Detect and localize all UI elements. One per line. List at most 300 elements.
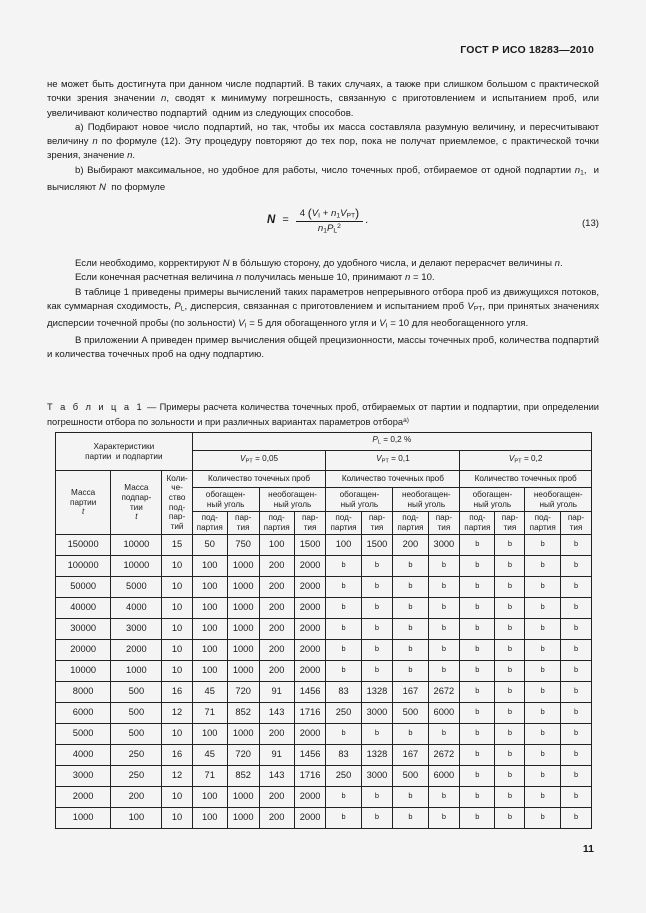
footnote-mark-b: b — [408, 665, 413, 675]
cell-increments-4 — [326, 661, 361, 682]
footnote-mark-b: b — [540, 560, 545, 570]
footnote-mark-b: b — [341, 581, 346, 591]
table-row — [56, 724, 592, 745]
cell-increments-2: 143 — [259, 766, 294, 787]
formula-fraction — [296, 206, 363, 235]
cell-increments-2: 200 — [259, 724, 294, 745]
footnote-mark-b: b — [441, 812, 446, 822]
footnote-mark-b: b — [441, 728, 446, 738]
footnote-mark-b: b — [341, 728, 346, 738]
cell-increments-8 — [460, 724, 495, 745]
cell-mass-sublot: 100 — [111, 808, 162, 829]
cell-increments-10 — [525, 703, 561, 724]
header-coal-washed-0: обогащен- ный уголь — [192, 488, 259, 512]
footnote-mark-b: b — [341, 560, 346, 570]
footnote-mark-b: b — [573, 539, 579, 549]
footnote-mark-b: b — [475, 791, 480, 801]
footnote-mark-b: b — [507, 581, 512, 591]
cell-increments-11 — [561, 661, 592, 682]
cell-increments-4: 250 — [326, 703, 361, 724]
cell-increments-10 — [525, 682, 561, 703]
table-row — [56, 766, 592, 787]
footnote-mark-b: b — [507, 560, 512, 570]
footnote-mark-b: b — [475, 707, 480, 717]
table-row — [56, 598, 592, 619]
cell-increments-9 — [495, 787, 525, 808]
cell-mass-sublot: 10000 — [111, 556, 162, 577]
footnote-mark-b: b — [540, 644, 545, 654]
paragraph-minimum-n: Если конечная расчетная величина n получилась меньше 10, принимают n = 10. — [75, 272, 435, 284]
cell-increments-5 — [361, 661, 393, 682]
table-row — [56, 640, 592, 661]
cell-increments-8 — [460, 556, 495, 577]
footnote-mark-b: b — [475, 749, 480, 759]
cell-increments-11 — [561, 808, 592, 829]
table-row — [56, 535, 592, 556]
page-number: 11 — [582, 843, 594, 855]
footnote-mark-b: b — [408, 812, 413, 822]
footnote-mark-b: b — [475, 728, 480, 738]
cell-increments-3: 1716 — [294, 703, 326, 724]
footnote-mark-b: b — [507, 749, 512, 759]
footnote-mark-b: b — [408, 791, 413, 801]
cell-increments-6 — [393, 640, 428, 661]
cell-increments-3: 2000 — [294, 577, 326, 598]
cell-increments-7: 2672 — [428, 745, 460, 766]
footnote-mark-b: b — [573, 644, 579, 654]
header-precision-group: $P_L = 0,2$ % — [192, 433, 591, 451]
cell-increments-9 — [495, 535, 525, 556]
paragraph-method-a: a) Подбирают новое число подпартий, но так, чтобы их масса составляла разумную величину, и пересчитывают величину n по формуле (12). Эту процедуру повторяют до тех пор, пока не получат приемлемое, с практической точки зрения, значение n. — [47, 121, 599, 162]
table-row — [56, 556, 592, 577]
cell-increments-3: 2000 — [294, 640, 326, 661]
formula-number: (13) — [581, 218, 599, 229]
cell-increments-0: 71 — [192, 703, 227, 724]
cell-increments-1: 1000 — [227, 619, 259, 640]
cell-mass-lot: 1000 — [56, 808, 111, 829]
header-sub-lot-4: пар- тия — [495, 512, 525, 535]
footnote-mark-b: b — [441, 581, 446, 591]
cell-increments-8 — [460, 703, 495, 724]
footnote-mark-b: b — [540, 770, 545, 780]
cell-increments-7 — [428, 661, 460, 682]
cell-increments-0: 45 — [192, 682, 227, 703]
cell-number-of-sublots: 10 — [162, 640, 192, 661]
cell-number-of-sublots: 10 — [162, 577, 192, 598]
cell-increments-1: 1000 — [227, 598, 259, 619]
cell-increments-10 — [525, 724, 561, 745]
footnote-mark-b: b — [540, 707, 545, 717]
cell-increments-9 — [495, 556, 525, 577]
cell-increments-7 — [428, 577, 460, 598]
cell-increments-2: 200 — [259, 619, 294, 640]
cell-increments-7: 6000 — [428, 703, 460, 724]
cell-increments-1: 1000 — [227, 640, 259, 661]
cell-increments-6 — [393, 619, 428, 640]
sampling-parameters-table — [55, 432, 592, 829]
footnote-mark-b: b — [540, 539, 545, 549]
cell-increments-0: 50 — [192, 535, 227, 556]
cell-increments-4 — [326, 556, 361, 577]
cell-number-of-sublots: 10 — [162, 661, 192, 682]
footnote-mark-b: b — [507, 686, 512, 696]
header-sub-sublot-4: под- партия — [460, 512, 495, 535]
paragraph-annex-reference: В приложении А приведен пример вычисления общей прецизионности, массы точечных проб, количества подпартий и количества точечных проб на одну подпартию. — [47, 334, 599, 361]
table-caption-footnote-mark: a) — [403, 417, 409, 424]
cell-number-of-sublots: 12 — [162, 766, 192, 787]
cell-increments-2: 143 — [259, 703, 294, 724]
cell-mass-sublot: 500 — [111, 682, 162, 703]
footnote-mark-b: b — [374, 602, 380, 612]
cell-increments-3: 2000 — [294, 556, 326, 577]
header-sub-lot-5: пар- тия — [561, 512, 592, 535]
header-coal-unwashed-1: необогащен- ный уголь — [393, 488, 460, 512]
footnote-mark-b: b — [507, 644, 512, 654]
footnote-mark-b: b — [374, 812, 380, 822]
cell-increments-9 — [495, 640, 525, 661]
cell-increments-5 — [361, 808, 393, 829]
cell-increments-7: 3000 — [428, 535, 460, 556]
footnote-mark-b: b — [374, 728, 380, 738]
cell-mass-sublot: 250 — [111, 745, 162, 766]
footnote-mark-b: b — [341, 791, 346, 801]
header-sub-sublot-1: под- партия — [259, 512, 294, 535]
footnote-mark-b: b — [475, 539, 480, 549]
cell-increments-7 — [428, 556, 460, 577]
footnote-mark-b: b — [341, 623, 346, 633]
cell-increments-11 — [561, 745, 592, 766]
cell-number-of-sublots: 16 — [162, 745, 192, 766]
paragraph-table-reference: В таблице 1 приведены примеры вычислений таких параметров непрерывного отбора проб из движущихся потоков, как суммарная сходимость, $P_L$, дисперсия, связанная с приготовлением и испытанием проб $V_{PT}$, при принятых значениях дисперсии точечной пробы (по зольности) $V_I = 5$ для обогащенного угля и $V_I = 10$ для необогащенного угля. — [47, 286, 600, 330]
header-sub-sublot-0: под- партия — [192, 512, 227, 535]
cell-number-of-sublots: 10 — [162, 724, 192, 745]
cell-increments-5: 3000 — [361, 766, 393, 787]
cell-increments-7 — [428, 808, 460, 829]
cell-increments-9 — [495, 766, 525, 787]
cell-increments-6 — [393, 598, 428, 619]
header-characteristics: Характеристики партии и подпартии — [56, 433, 193, 471]
cell-mass-lot: 5000 — [56, 724, 111, 745]
header-sub-sublot-3: под- партия — [393, 512, 428, 535]
cell-increments-3: 1456 — [294, 682, 326, 703]
footnote-mark-b: b — [374, 560, 380, 570]
cell-increments-8 — [460, 808, 495, 829]
cell-increments-11 — [561, 535, 592, 556]
footnote-mark-b: b — [573, 581, 579, 591]
cell-number-of-sublots: 10 — [162, 598, 192, 619]
cell-increments-10 — [525, 808, 561, 829]
cell-increments-4 — [326, 808, 361, 829]
header-sub-lot-0: пар- тия — [227, 512, 259, 535]
cell-increments-7 — [428, 598, 460, 619]
cell-increments-10 — [525, 535, 561, 556]
body-text-block-2 — [47, 257, 599, 362]
cell-mass-lot: 50000 — [56, 577, 111, 598]
footnote-mark-b: b — [441, 791, 446, 801]
footnote-mark-b: b — [507, 728, 512, 738]
footnote-mark-b: b — [507, 791, 512, 801]
header-sub-sublot-5: под- партия — [525, 512, 561, 535]
footnote-mark-b: b — [507, 539, 512, 549]
cell-increments-1: 852 — [227, 703, 259, 724]
cell-mass-sublot: 4000 — [111, 598, 162, 619]
footnote-mark-b: b — [573, 602, 579, 612]
cell-increments-4 — [326, 640, 361, 661]
footnote-mark-b: b — [540, 791, 545, 801]
cell-increments-2: 200 — [259, 661, 294, 682]
cell-increments-2: 200 — [259, 808, 294, 829]
cell-increments-6 — [393, 556, 428, 577]
cell-increments-2: 91 — [259, 682, 294, 703]
cell-increments-9 — [495, 661, 525, 682]
cell-increments-9 — [495, 724, 525, 745]
footnote-mark-b: b — [507, 623, 512, 633]
footnote-mark-b: b — [374, 791, 380, 801]
cell-increments-7 — [428, 724, 460, 745]
cell-increments-4: 83 — [326, 745, 361, 766]
cell-increments-4 — [326, 619, 361, 640]
table-header — [56, 433, 592, 535]
cell-mass-lot: 2000 — [56, 787, 111, 808]
cell-increments-3: 2000 — [294, 808, 326, 829]
cell-number-of-sublots: 12 — [162, 703, 192, 724]
cell-increments-6 — [393, 661, 428, 682]
cell-increments-6 — [393, 787, 428, 808]
cell-number-of-sublots: 10 — [162, 556, 192, 577]
cell-increments-2: 100 — [259, 535, 294, 556]
footnote-mark-b: b — [475, 770, 480, 780]
cell-increments-11 — [561, 787, 592, 808]
cell-increments-9 — [495, 745, 525, 766]
table-row — [56, 619, 592, 640]
footnote-mark-b: b — [475, 581, 480, 591]
cell-increments-5 — [361, 787, 393, 808]
cell-increments-8 — [460, 577, 495, 598]
footnote-mark-b: b — [475, 686, 480, 696]
cell-increments-8 — [460, 745, 495, 766]
footnote-mark-b: b — [475, 602, 480, 612]
header-sub-lot-1: пар- тия — [294, 512, 326, 535]
cell-increments-1: 720 — [227, 682, 259, 703]
cell-mass-lot: 40000 — [56, 598, 111, 619]
cell-increments-4: 100 — [326, 535, 361, 556]
cell-mass-sublot: 1000 — [111, 661, 162, 682]
cell-increments-7 — [428, 619, 460, 640]
cell-mass-sublot: 500 — [111, 724, 162, 745]
cell-increments-1: 750 — [227, 535, 259, 556]
cell-increments-5 — [361, 619, 393, 640]
cell-increments-7 — [428, 640, 460, 661]
cell-increments-4 — [326, 787, 361, 808]
footnote-mark-b: b — [374, 623, 380, 633]
footnote-mark-b: b — [441, 560, 446, 570]
cell-increments-10 — [525, 640, 561, 661]
footnote-mark-b: b — [573, 707, 579, 717]
cell-increments-10 — [525, 619, 561, 640]
footnote-mark-b: b — [540, 686, 545, 696]
cell-increments-3: 1500 — [294, 535, 326, 556]
cell-increments-9 — [495, 598, 525, 619]
formula-13 — [267, 206, 368, 235]
cell-increments-11 — [561, 577, 592, 598]
cell-increments-0: 100 — [192, 598, 227, 619]
cell-increments-1: 1000 — [227, 556, 259, 577]
cell-increments-1: 1000 — [227, 808, 259, 829]
cell-increments-10 — [525, 577, 561, 598]
footnote-mark-b: b — [374, 665, 380, 675]
cell-increments-8 — [460, 619, 495, 640]
cell-mass-lot: 3000 — [56, 766, 111, 787]
cell-increments-2: 200 — [259, 598, 294, 619]
table-caption-label: Т а б л и ц а 1 — [47, 402, 144, 412]
paragraph-method-b: b) Выбирают максимальное, но удобное для работы, число точечных проб, отбираемое от одной подпартии $n_1$, и вычисляют N по формуле — [47, 164, 599, 193]
header-increments-count-0: Количество точечных проб — [192, 471, 326, 488]
cell-increments-5 — [361, 556, 393, 577]
footnote-mark-b: b — [408, 623, 413, 633]
cell-increments-5 — [361, 598, 393, 619]
cell-increments-4 — [326, 577, 361, 598]
footnote-mark-b: b — [441, 644, 446, 654]
footnote-mark-b: b — [540, 812, 545, 822]
footnote-mark-b: b — [475, 623, 480, 633]
header-vpt-group-0: $V_{PT} = 0,05$ — [192, 451, 326, 471]
formula-variable-n: N — [267, 214, 276, 227]
cell-increments-5 — [361, 577, 393, 598]
table-header-row-3 — [56, 471, 592, 488]
cell-increments-5: 3000 — [361, 703, 393, 724]
formula-numerator: 4 $(V_I + n_1V_{PT})$ — [299, 206, 360, 220]
cell-increments-11 — [561, 556, 592, 577]
cell-increments-0: 100 — [192, 619, 227, 640]
cell-increments-11 — [561, 724, 592, 745]
cell-increments-10 — [525, 766, 561, 787]
cell-increments-0: 100 — [192, 661, 227, 682]
cell-increments-2: 200 — [259, 640, 294, 661]
table-caption-dash: — — [147, 402, 157, 412]
footnote-mark-b: b — [341, 665, 346, 675]
cell-mass-lot: 8000 — [56, 682, 111, 703]
cell-increments-6 — [393, 577, 428, 598]
cell-increments-9 — [495, 808, 525, 829]
cell-increments-7 — [428, 787, 460, 808]
footnote-mark-b: b — [408, 560, 413, 570]
formula-13-row — [47, 204, 599, 248]
table-row — [56, 703, 592, 724]
body-text-block-1 — [47, 78, 599, 195]
cell-increments-6: 200 — [393, 535, 428, 556]
footnote-mark-b: b — [540, 602, 545, 612]
header-coal-washed-2: обогащен- ный уголь — [460, 488, 525, 512]
header-mass-sublot: Масса подпар- тии t — [111, 471, 162, 535]
cell-increments-1: 852 — [227, 766, 259, 787]
cell-mass-sublot: 5000 — [111, 577, 162, 598]
cell-increments-11 — [561, 619, 592, 640]
cell-increments-10 — [525, 661, 561, 682]
footnote-mark-b: b — [540, 623, 545, 633]
footnote-mark-b: b — [507, 707, 512, 717]
cell-increments-5: 1500 — [361, 535, 393, 556]
footnote-mark-b: b — [540, 581, 545, 591]
cell-increments-2: 91 — [259, 745, 294, 766]
footnote-mark-b: b — [475, 560, 480, 570]
cell-increments-8 — [460, 598, 495, 619]
cell-increments-5 — [361, 724, 393, 745]
header-mass-lot: Масса партии t — [56, 471, 111, 535]
cell-increments-6: 500 — [393, 703, 428, 724]
footnote-mark-b: b — [573, 623, 579, 633]
table-caption — [47, 401, 599, 429]
footnote-mark-b: b — [507, 602, 512, 612]
cell-increments-3: 2000 — [294, 787, 326, 808]
cell-mass-lot: 10000 — [56, 661, 111, 682]
cell-increments-2: 200 — [259, 556, 294, 577]
cell-increments-3: 2000 — [294, 661, 326, 682]
cell-increments-1: 1000 — [227, 787, 259, 808]
cell-mass-sublot: 250 — [111, 766, 162, 787]
cell-increments-10 — [525, 556, 561, 577]
cell-increments-8 — [460, 682, 495, 703]
footnote-mark-b: b — [573, 728, 579, 738]
footnote-mark-b: b — [540, 665, 545, 675]
footnote-mark-b: b — [507, 770, 512, 780]
cell-increments-2: 200 — [259, 787, 294, 808]
formula-period: . — [365, 214, 369, 227]
cell-increments-7: 2672 — [428, 682, 460, 703]
cell-increments-6: 167 — [393, 745, 428, 766]
paragraph-correction: Если необходимо, корректируют N в бо́льшую сторону, до удобного числа, и делают перерасчет величины n. — [75, 258, 563, 269]
footnote-mark-b: b — [573, 686, 579, 696]
cell-mass-lot: 100000 — [56, 556, 111, 577]
cell-increments-6 — [393, 808, 428, 829]
cell-increments-6 — [393, 724, 428, 745]
footnote-mark-b: b — [408, 728, 413, 738]
cell-increments-8 — [460, 787, 495, 808]
cell-mass-sublot: 2000 — [111, 640, 162, 661]
cell-increments-0: 100 — [192, 577, 227, 598]
cell-mass-lot: 150000 — [56, 535, 111, 556]
cell-increments-3: 1456 — [294, 745, 326, 766]
header-coal-unwashed-0: необогащен- ный уголь — [259, 488, 326, 512]
cell-increments-11 — [561, 640, 592, 661]
formula-denominator: $n_1P_L^2$ — [317, 223, 341, 235]
cell-increments-4: 83 — [326, 682, 361, 703]
footnote-mark-b: b — [408, 644, 413, 654]
footnote-mark-b: b — [573, 770, 579, 780]
header-coal-washed-1: обогащен- ный уголь — [326, 488, 393, 512]
cell-increments-4 — [326, 724, 361, 745]
footnote-mark-b: b — [540, 749, 545, 759]
footnote-mark-b: b — [540, 728, 545, 738]
formula-equals-sign: = — [282, 214, 289, 227]
cell-increments-9 — [495, 619, 525, 640]
footnote-mark-b: b — [573, 812, 579, 822]
cell-increments-0: 71 — [192, 766, 227, 787]
cell-increments-5 — [361, 640, 393, 661]
cell-increments-9 — [495, 577, 525, 598]
table-header-row-1 — [56, 433, 592, 451]
cell-increments-4: 250 — [326, 766, 361, 787]
cell-mass-sublot: 3000 — [111, 619, 162, 640]
footnote-mark-b: b — [374, 644, 380, 654]
cell-increments-0: 100 — [192, 556, 227, 577]
cell-increments-5: 1328 — [361, 682, 393, 703]
cell-increments-0: 100 — [192, 640, 227, 661]
footnote-mark-b: b — [573, 791, 579, 801]
table-row — [56, 745, 592, 766]
header-increments-count-2: Количество точечных проб — [460, 471, 592, 488]
cell-increments-0: 100 — [192, 724, 227, 745]
footnote-mark-b: b — [341, 602, 346, 612]
